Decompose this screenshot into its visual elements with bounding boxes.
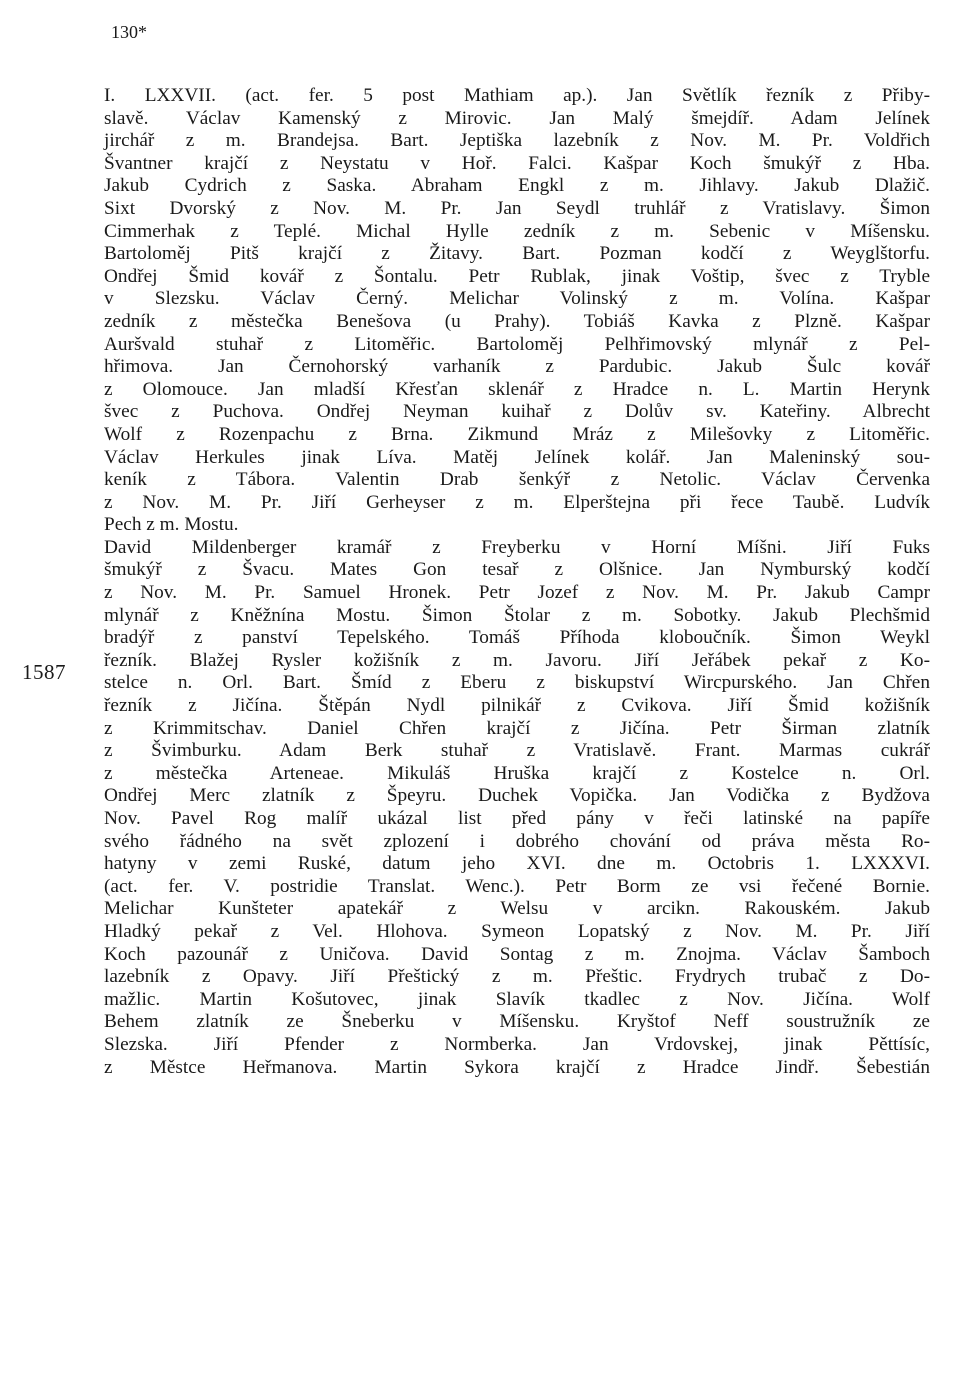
text-line: Švantner krajčí z Neystatu v Hoř. Falci. Kašpar Koch šmukýř z Hba.: [104, 152, 930, 174]
text-line: Nov. Pavel Rog malíř ukázal list před pány v řeči latinské na papíře: [104, 808, 930, 829]
text-line: mlynář z Kněžnína Mostu. Šimon Štolar z m. Sobotky. Jakub Plechšmid: [104, 604, 930, 626]
text-line: hatyny v zemi Ruské, datum jeho XVI. dne m. Octobris 1. LXXXVI.: [104, 853, 930, 875]
text-line: švec z Puchova. Ondřej Neyman kuihař z Dolův sv. Kateřiny. Albrecht: [104, 401, 930, 423]
text-line: Wolf z Rozenpachu z Brna. Zikmund Mráz z Milešovky z Litoměřic.: [104, 423, 930, 445]
text-line: svého řádného na svět zplození i dobrého chování od práva města Ro-: [104, 830, 930, 852]
text-line: (act. fer. V. postridie Translat. Wenc.). Petr Borm ze vsi řečené Bornie.: [104, 875, 930, 897]
text-line: Cimmerhak z Teplé. Michal Hylle zedník z m. Sebenic v Míšensku.: [104, 220, 930, 242]
text-line: slavě. Václav Kamenský z Mirovic. Jan Malý šmejdíř. Adam Jelínek: [104, 107, 930, 129]
text-line: mažlic. Martin Košutovec, jinak Slavík tkadlec z Nov. Jičína. Wolf: [104, 988, 930, 1010]
text-line: I. LXXVII. (act. fer. 5 post Mathiam ap.). Jan Světlík řezník z Přiby-: [104, 85, 930, 106]
text-line: Hladký pekař z Vel. Hlohova. Symeon Lopatský z Nov. M. Pr. Jiří: [104, 920, 930, 942]
text-line: šmukýř z Švacu. Mates Gon tesař z Olšnice. Jan Nymburský kodčí: [104, 559, 930, 581]
text-line: [104, 1079, 930, 1102]
text-line: hřimova. Jan Černohorský varhaník z Pardubic. Jakub Šulc kovář: [104, 356, 930, 378]
text-line: zedník z městečka Benešova (u Prahy). Tobiáš Kavka z Plzně. Kašpar: [104, 310, 930, 332]
text-line: z Nov. M. Pr. Jiří Gerheyser z m. Elperštejna při řece Taubě. Ludvík: [104, 491, 930, 513]
text-line: Václav Herkules jinak Líva. Matěj Jelínek kolář. Jan Maleninský sou-: [104, 446, 930, 468]
text-line: z Olomouce. Jan mladší Křesťan sklenář z Hradce n. L. Martin Herynk: [104, 378, 930, 400]
text-line: Melichar Kunšteter apatekář z Welsu v arcikn. Rakouském. Jakub: [104, 898, 930, 920]
text-line: Sixt Dvorský z Nov. M. Pr. Jan Seydl truhlář z Vratislavy. Šimon: [104, 197, 930, 219]
text-line: lazebník z Opavy. Jiří Přeštický z m. Přeštic. Frydrych trubač z Do-: [104, 966, 930, 988]
text-line: Slezska. Jiří Pfender z Normberka. Jan Vrdovskej, jinak Pěttísíc,: [104, 1033, 930, 1055]
text-line: Behem zlatník ze Šneberku v Míšensku. Kryštof Neff soustružník ze: [104, 1011, 930, 1033]
text-line: v Slezsku. Václav Černý. Melichar Volinský z m. Volína. Kašpar: [104, 288, 930, 310]
body-text: [104, 85, 930, 1102]
text-line: Ondřej Šmid kovář z Šontalu. Petr Rublak, jinak Voštip, švec z Tryble: [104, 265, 930, 287]
text-line: Bartoloměj Pitš krajčí z Žitavy. Bart. Pozman kodčí z Weyglštorfu.: [104, 243, 930, 265]
text-line: keník z Tábora. Valentin Drab šenkýř z Netolic. Václav Červenka: [104, 469, 930, 491]
text-line: z městečka Arteneae. Mikuláš Hruška krajčí z Kostelce n. Orl.: [104, 762, 930, 784]
text-line: z Městce Heřmanova. Martin Sykora krajčí z Hradce Jindř. Šebestián: [104, 1056, 930, 1078]
text-line: řezník. Blažej Rysler kožišník z m. Javoru. Jiří Jeřábek pekař z Ko-: [104, 649, 930, 671]
text-line: Auršvald stuhař z Litoměřic. Bartoloměj Pelhřimovský mlynář z Pel-: [104, 333, 930, 355]
year-marker: 1587: [22, 660, 66, 684]
text-line: z Nov. M. Pr. Samuel Hronek. Petr Jozef z Nov. M. Pr. Jakub Campr: [104, 582, 930, 604]
page-number: 130*: [111, 22, 147, 42]
text-line: Jakub Cydrich z Saska. Abraham Engkl z m. Jihlavy. Jakub Dlažič.: [104, 175, 930, 197]
text-line: z Krimmitschav. Daniel Chřen krajčí z Jičína. Petr Širman zlatník: [104, 717, 930, 739]
text-line: řezník z Jičína. Štěpán Nydl pilnikář z Cvikova. Jiří Šmid kožišník: [104, 695, 930, 717]
text-line: Koch pazounář z Uničova. David Sontag z m. Znojma. Václav Šamboch: [104, 943, 930, 965]
text-line: bradýř z panství Tepelského. Tomáš Příhoda kloboučník. Šimon Weykl: [104, 627, 930, 649]
text-line: David Mildenberger kramář z Freyberku v Horní Míšni. Jiří Fuks: [104, 536, 930, 558]
text-line: stelce n. Orl. Bart. Šmíd z Eberu z biskupství Wircpurského. Jan Chřen: [104, 672, 930, 694]
text-line: Pech z m. Mostu.: [104, 514, 239, 536]
text-line: z Švimburku. Adam Berk stuhař z Vratislavě. Frant. Marmas cukrář: [104, 740, 930, 762]
text-line: Ondřej Merc zlatník z Špeyru. Duchek Vopička. Jan Vodička z Bydžova: [104, 785, 930, 807]
text-line: jirchář z m. Brandejsa. Bart. Jeptiška lazebník z Nov. M. Pr. Voldřich: [104, 130, 930, 152]
